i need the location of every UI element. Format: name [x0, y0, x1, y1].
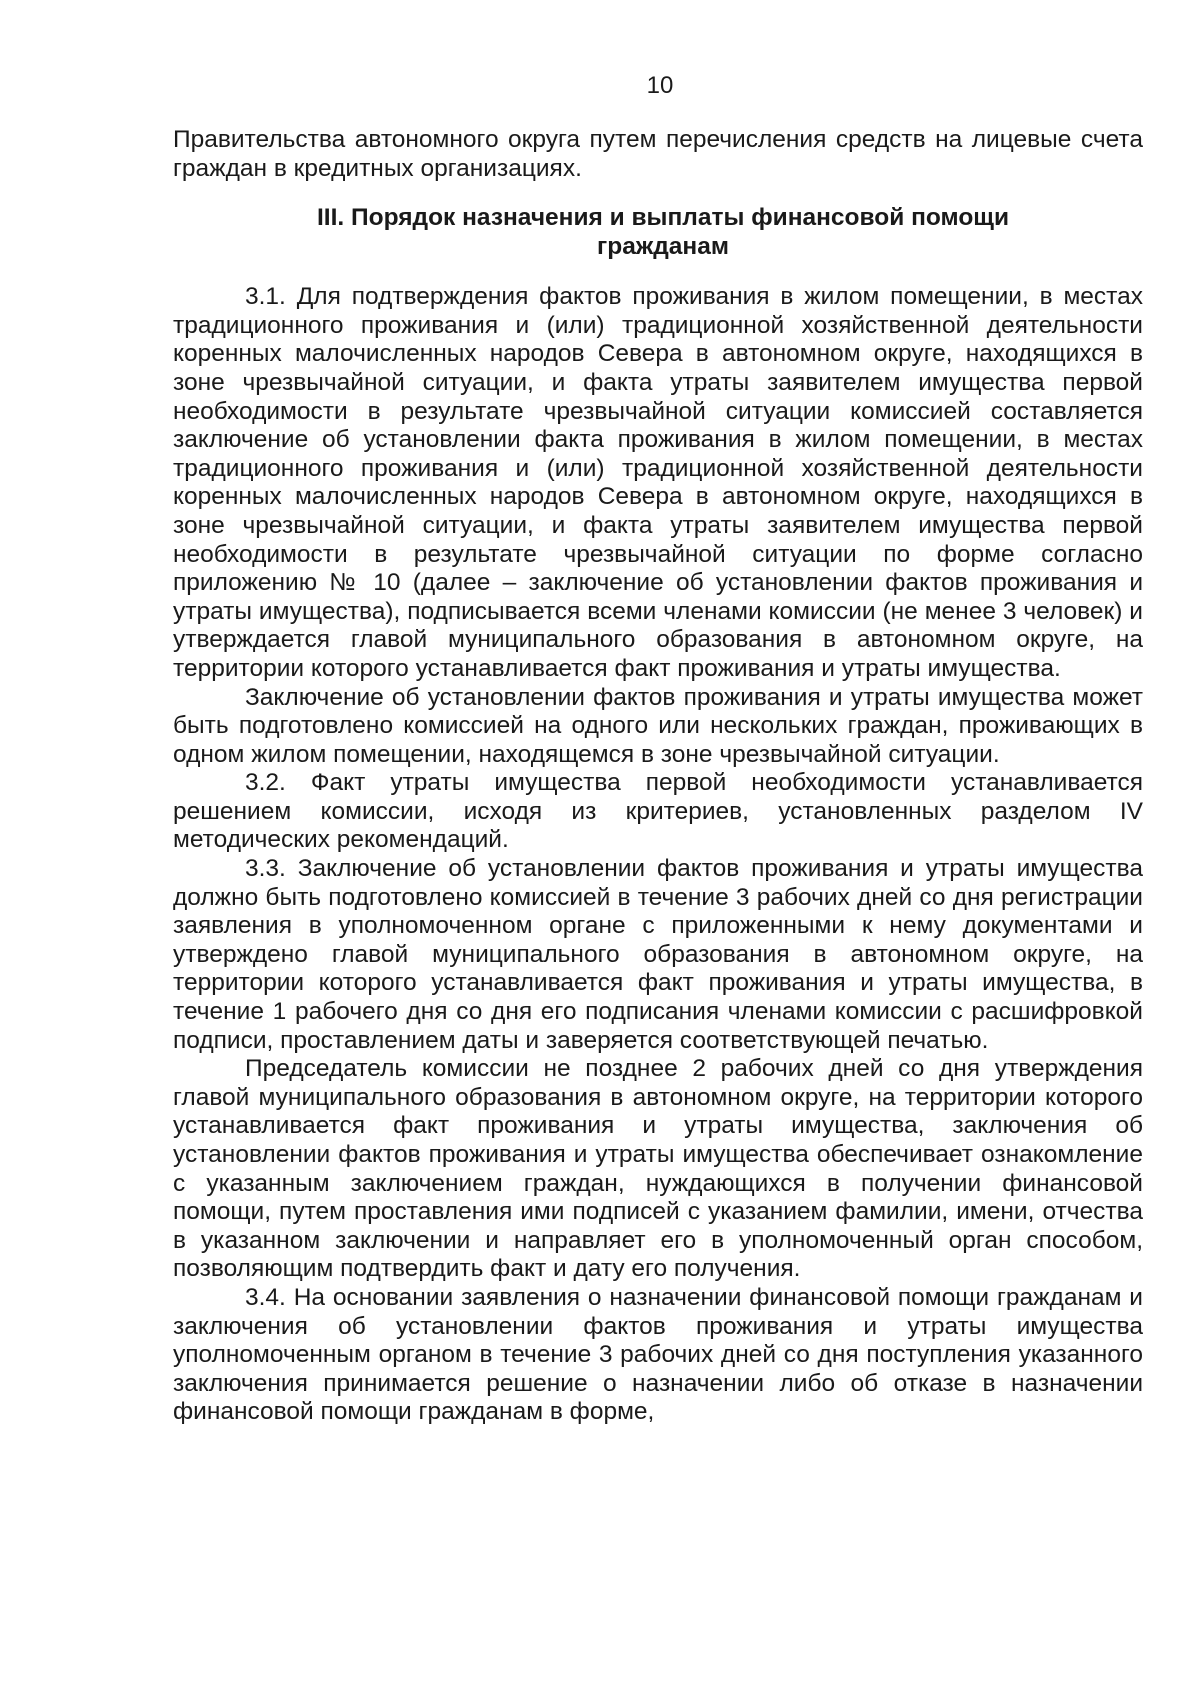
section-heading-line-1: III. Порядок назначения и выплаты финансовой помощи: [316, 204, 1010, 232]
intro-paragraph: Правительства автономного округа путем перечисления средств на лицевые счета граждан в кредитных организациях.: [173, 126, 1143, 182]
page-number: 10: [646, 72, 674, 99]
paragraph-3-4: 3.4. На основании заявления о назначении финансовой помощи гражданам и заключения об установлении фактов проживания и утраты имущества уполномоченным органом в течение 3 рабочих дней со дня поступления указанного заключения принимается решение о назначении либо об отказе в назначении финансовой помощи гражданам в форме,: [173, 1283, 1143, 1426]
paragraph-3-3: 3.3. Заключение об установлении фактов проживания и утраты имущества должно быть подготовлено комиссией в течение 3 рабочих дней со дня регистрации заявления в уполномоченном органе с приложенными к нему документами и утверждено главой муниципального образования в автономном округе, на территории которого устанавливается факт проживания и утраты имущества, в течение 1 рабочего дня со дня его подписания членами комиссии с расшифровкой подписи, проставлением даты и заверяется соответствующей печатью.: [173, 855, 1143, 1054]
paragraph-3-2: 3.2. Факт утраты имущества первой необходимости устанавливается решением комиссии, исходя из критериев, установленных разделом IV методических рекомендаций.: [173, 769, 1143, 854]
section-heading: [173, 203, 1143, 261]
document-body: [173, 126, 1143, 1427]
paragraph-3-1: 3.1. Для подтверждения фактов проживания в жилом помещении, в местах традиционного проживания и (или) традиционной хозяйственной деятельности коренных малочисленных народов Севера в автономном округе, находящихся в зоне чрезвычайной ситуации, и факта утраты заявителем имущества первой необходимости в результате чрезвычайной ситуации комиссией составляется заключение об установлении факта проживания в жилом помещении, в местах традиционного проживания и (или) традиционной хозяйственной деятельности коренных малочисленных народов Севера в автономном округе, находящихся в зоне чрезвычайной ситуации, и факта утраты заявителем имущества первой необходимости в результате чрезвычайной ситуации по форме согласно приложению № 10 (далее – заключение об установлении фактов проживания и утраты имущества), подписывается всеми членами комиссии (не менее 3 человек) и утверждается главой муниципального образования в автономном округе, на территории которого устанавливается факт проживания и утраты имущества.: [173, 283, 1143, 682]
paragraph-3-3-chairman: Председатель комиссии не позднее 2 рабочих дней со дня утверждения главой муниципального образования в автономном округе, на территории которого устанавливается факт проживания и утраты имущества, заключения об установлении фактов проживания и утраты имущества обеспечивает ознакомление с указанным заключением граждан, нуждающихся в получении финансовой помощи, путем проставления ими подписей с указанием фамилии, имени, отчества в указанном заключении и направляет его в уполномоченный орган способом, позволяющим подтвердить факт и дату его получения.: [173, 1055, 1143, 1283]
paragraph-3-1-conclusion: Заключение об установлении фактов проживания и утраты имущества может быть подготовлено комиссией на одного или нескольких граждан, проживающих в одном жилом помещении, находящемся в зоне чрезвычайной ситуации.: [173, 683, 1143, 768]
section-heading-line-2: гражданам: [597, 233, 729, 261]
